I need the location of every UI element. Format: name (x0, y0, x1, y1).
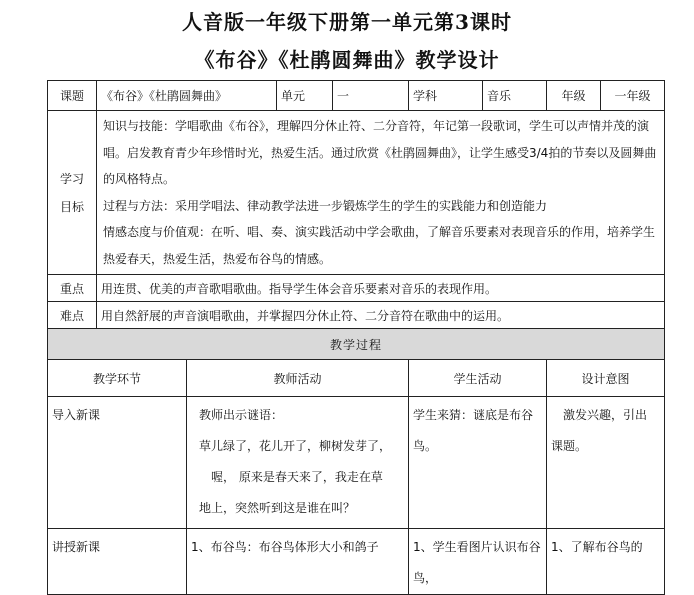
objective-emotion: 情感态度与价值观：在听、唱、奏、演实践活动中学会歌曲，了解音乐要素对表现音乐的作用，培养学生热爱春天，热爱生活，热爱布谷鸟的情感。 (103, 225, 656, 266)
subject-label: 学科 (409, 81, 483, 111)
key-point-label: 重点 (48, 275, 97, 302)
teacher-line: 地上，突然听到这是谁在叫？ (199, 501, 356, 515)
teacher-activity-cell (187, 397, 409, 529)
column-header-teacher: 教师活动 (187, 360, 409, 397)
stage-cell: 导入新课 (48, 397, 187, 529)
grade-value: 一年级 (601, 81, 665, 111)
teacher-line: 喔， 原来是春天来了，我走在草 (211, 470, 383, 484)
difficulty-label: 难点 (48, 302, 97, 329)
process-heading-row (48, 329, 665, 360)
stage-cell: 讲授新课 (48, 529, 187, 595)
objective-knowledge: 知识与技能：学唱歌曲《布谷》，理解四分休止符、二分音符，年记第一段歌词，学生可以声情并茂的演唱。启发教育青少年珍惜时光，热爱生活。通过欣赏《杜鹃圆舞曲》，让学生感受3/4拍的节奏以及圆舞曲的风格特点。 (103, 119, 657, 186)
grade-label: 年级 (547, 81, 601, 111)
column-header-intent: 设计意图 (547, 360, 665, 397)
student-activity-cell: 学生来猜：谜底是布谷鸟。 (409, 397, 547, 529)
topic-value: 《布谷》《杜鹃圆舞曲》 (97, 81, 277, 111)
objectives-label-line1: 学习 (59, 171, 84, 186)
topic-label: 课题 (48, 81, 97, 111)
objectives-row (48, 111, 665, 275)
process-heading: 教学过程 (48, 329, 665, 360)
key-point-text: 用连贯、优美的声音歌唱歌曲。指导学生体会音乐要素对音乐的表现作用。 (97, 275, 665, 302)
teacher-line: 教师出示谜语： (199, 408, 284, 422)
objectives-label-line2: 目标 (59, 199, 84, 214)
process-column-header-row (48, 360, 665, 397)
process-row (48, 529, 665, 595)
intent-line: 激发兴趣，引出 (563, 408, 648, 422)
info-row (48, 81, 665, 111)
subject-value: 音乐 (483, 81, 547, 111)
intent-cell (547, 529, 665, 595)
column-header-student: 学生活动 (409, 360, 547, 397)
intent-cell (547, 397, 665, 529)
unit-value: 一 (333, 81, 409, 111)
teacher-line: 草儿绿了，花儿开了，柳树发芽了， (199, 439, 392, 453)
objective-process: 过程与方法：采用学唱法、律动教学法进一步锻炼学生的学生的实践能力和创造能力 (103, 198, 548, 213)
difficulty-text: 用自然舒展的声音演唱歌曲，并掌握四分休止符、二分音符在歌曲中的运用。 (97, 302, 665, 329)
document-subtitle: 《布谷》《杜鹃圆舞曲》教学设计 (194, 48, 500, 72)
intent-line: 1、了解布谷鸟的 (551, 540, 643, 554)
difficulty-row (48, 302, 665, 329)
teacher-activity-cell (187, 529, 409, 595)
document-title: 人音版一年级下册第一单元第3课时 (182, 10, 512, 34)
column-header-stage: 教学环节 (48, 360, 187, 397)
process-row (48, 397, 665, 529)
objectives-content (97, 111, 665, 275)
objectives-label (48, 111, 97, 275)
key-point-row (48, 275, 665, 302)
teacher-line: 1、布谷鸟：布谷鸟体形大小和鸽子 (191, 540, 379, 554)
lesson-plan-table (47, 80, 665, 595)
intent-line: 课题。 (551, 439, 588, 453)
student-activity-cell: 1、学生看图片认识布谷鸟， (409, 529, 547, 595)
unit-label: 单元 (277, 81, 333, 111)
